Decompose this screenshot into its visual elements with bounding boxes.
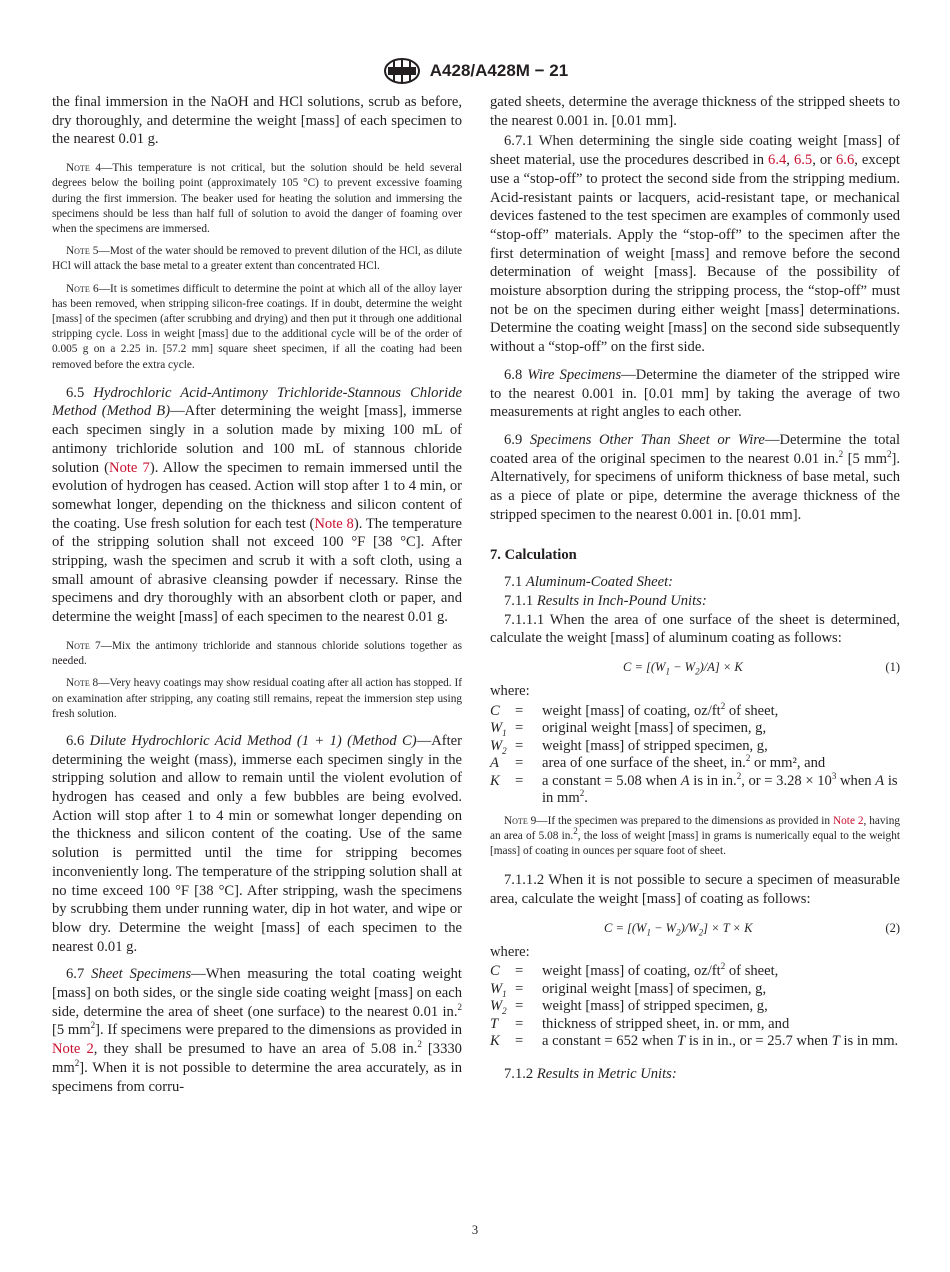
equation-number: (2): [885, 920, 900, 935]
section-6-4-link[interactable]: 6.4: [768, 152, 787, 169]
where-label-2: where:: [490, 943, 530, 960]
where-label: where:: [490, 682, 530, 699]
section-7-1-1: 7.1.1 Results in Inch-Pound Units:: [504, 592, 707, 609]
note-5: Note 5—Most of the water should be removed to prevent dilution of the HCl, as dilute HCl will attack the base metal to a greater extent than concentrated HCl.: [52, 245, 462, 273]
definition-row: K = a constant = 652 when T is in in., or = 25.7 when T is in mm.: [490, 1033, 899, 1050]
document-designation: A428/A428M − 21: [429, 61, 569, 80]
definition-row: C = weight [mass] of coating, $oz/ft^2$ of sheet,: [490, 961, 779, 980]
definition-row: K = a constant = 5.08 when A is in in.$^2$, or = $3.28 \times 10^3$ when A is in $mm^2$.: [490, 770, 898, 807]
definitions-1: [490, 700, 900, 808]
equation-1: $C = [(W_1 - W_2)/A] \times K$ (1): [623, 659, 900, 677]
equation-2: $C = [(W_1 - W_2)/W_2] \times T \times K$ (2): [604, 920, 900, 938]
page-number: 3: [471, 1223, 479, 1237]
astm-logo-icon: [382, 57, 422, 85]
section-6-5-link[interactable]: 6.5: [793, 152, 813, 169]
section-6-8: 6.8 Wire Specimens—Determine the diameter of the stripped wire to the nearest 0.001 in. [0.01 mm] by taking the average of two measurements at right angles to each other.: [490, 366, 900, 421]
note-6: Note 6—It is sometimes difficult to determine the point at which all of the alloy layer has been removed, when stripping silicon-free coatings. If in doubt, determine the weight [mass] of the specimen (after scrubbing and drying) and then put it through one additional stripping cycle. Loss in weight [mass] due to the additional cycle will be of the order of 0.005 g on a 2.25 in. [57.2 mm] square sheet specimen, if all the coating had been removed before the extra cycle.: [52, 282, 463, 371]
section-7-1-1-1: 7.1.1.1 When the area of one surface of the sheet is determined, calculate the weight [mass] of aluminum coating as follows:: [490, 611, 900, 647]
definition-row: C = weight [mass] of coating, $oz/ft^2$ of sheet,: [490, 700, 779, 719]
section-7-1-1-2: 7.1.1.2 When it is not possible to secure a specimen of measurable area, calculate the weight [mass] of coating as follows:: [490, 872, 900, 907]
note-7-link[interactable]: Note 7: [109, 459, 150, 476]
right-column: [490, 93, 900, 1084]
left-column: [52, 93, 462, 1096]
section-6-7-1: 6.7.1 When determining the single side coating weight [mass] of sheet material, use the procedures described in 6.4, 6.5, or 6.6, except use a “stop-off” to protect the second side from the stripping medium. Acid-resistant paints or lacquers, acid-resistant tape, or mechanical devices fastened to the test specimen are examples of commonly used “stop-off” materials. Apply the “stop-off” to the specimen after the first determination of weight [mass] and remove before the second determination of weight [mass]. Because of the possibility of moisture absorption during the stripping process, the “stop-off” must not be on the specimen during either weight [mass] determinations. Determine the coating weight [mass] on the second side subsequently without a “stop-off” on the first side.: [490, 133, 900, 356]
section-7-1-2: 7.1.2 Results in Metric Units:: [504, 1065, 677, 1082]
note-8-link[interactable]: Note 8: [314, 515, 354, 532]
note-7: Note 7—Mix the antimony trichloride and stannous chloride solutions together as needed.: [52, 639, 462, 668]
definition-row: $W_2$ = weight [mass] of stripped specimen, g,: [490, 737, 768, 756]
section-6-6-link[interactable]: 6.6: [836, 152, 855, 169]
section-6-7: 6.7 Sheet Specimens—When measuring the total coating weight [mass] on both sides, or the single side coating weight [mass] on each side, determine the area of sheet (one surface) to the nearest 0.01 in.$^2$ [5 $mm^2$]. If specimens were prepared to the dimensions as provided in Note 2, they shall be presumed to have an area of 5.08 in.$^2$ [3330 $mm^2$]. When it is not possible to determine the area accurately, as in specimens from corru-: [52, 966, 462, 1095]
definition-row: $W_1$ = original weight [mass] of specimen, g,: [490, 720, 767, 739]
definition-row: T = thickness of stripped sheet, in. or mm, and: [490, 1015, 790, 1032]
definition-row: A = area of one surface of the sheet, in.$^2$ or mm², and: [490, 753, 826, 772]
definition-row: $W_1$ = original weight [mass] of specimen, g,: [490, 980, 767, 999]
definition-row: $W_2$ = weight [mass] of stripped specimen, g,: [490, 998, 768, 1017]
page-header: [0, 57, 950, 85]
paragraph-continuation-right: gated sheets, determine the average thickness of the stripped sheets to the nearest 0.001 in. [0.01 mm].: [490, 94, 900, 129]
section-6-9: 6.9 Specimens Other Than Sheet or Wire—Determine the total coated area of the original specimen to the nearest 0.01 in.$^2$ [5 $mm^2$]. Alternatively, for specimens of uniform thickness of base metal, such as a piece of plate or pipe, determine the average thickness of the stripped specimen to the nearest 0.001 in. [0.01 mm].: [490, 431, 901, 523]
heading-calculation: 7. Calculation: [490, 547, 577, 564]
section-6-6: 6.6 Dilute Hydrochloric Acid Method (1 + 1) (Method C)—After determining the weight (mass), immerse each specimen singly in the stripping solution and allow to remain until the violent evolution of hydrogen has ceased and only a few bubbles are being evolved. Action will stop after 1 to 4 min or somewhat longer depending on the thickness and silicon content of the coating. Use of the same solution is permitted until the time for stripping becomes inconveniently long. The temperature of the stripping solution shall at no time exceed 100 °F [38 °C]. After stripping, wash the specimens by scrubbing them under running water, dip in hot water, and wipe or blow dry. Determine the weight [mass] of each specimen to the nearest 0.01 g.: [52, 732, 462, 955]
note-2-link-right[interactable]: Note 2: [833, 814, 864, 827]
paragraph-continuation: the final immersion in the NaOH and HCl solutions, scrub as before, dry thoroughly, and determine the weight [mass] of each specimen to the nearest 0.01 g.: [52, 94, 462, 148]
note-9: Note 9—If the specimen was prepared to the dimensions as provided in Note 2, having an area of 5.08 in.$^2$, the loss of weight [mass] in grams is numerically equal to the weight [mass] of coating in ounces per square foot of sheet.: [490, 814, 900, 858]
section-7-1: 7.1 Aluminum-Coated Sheet:: [504, 574, 674, 591]
section-6-5: 6.5 Hydrochloric Acid-Antimony Trichloride-Stannous Chloride Method (Method B)—After determining the weight [mass], immerse each specimen singly in a solution made by mixing 100 mL of antimony trichloride solution and 100 mL of stannous chloride solution (Note 7). Allow the specimen to remain immersed until the evolution of hydrogen has ceased. Action will stop after 1 to 4 min, or somewhat longer, depending on the thickness and silicon content of the coating. Use fresh solution for each test (Note 8). The temperature of the stripping solution shall not exceed 100 °F [38 °C]. After stripping, wash the specimen and scrub it with a soft cloth, using a small amount of abrasive cleansing powder if necessary. Rinse the specimens and dry thoroughly with an absorbent cloth or paper, and determine the weight [mass] of each specimen to the nearest 0.01 g.: [52, 384, 463, 626]
equation-number: (1): [885, 659, 900, 674]
note-8: Note 8—Very heavy coatings may show residual coating after all action has stopped. If on examination after stripping, any coating still remains, repeat the immersion step using fresh solution.: [52, 677, 462, 720]
definitions-2: [490, 963, 900, 1051]
note-4: Note 4—This temperature is not critical, but the solution should be held several degrees below the boiling point (approximately 105 °C) to prevent excessive foaming during the first immersion. The beaker used for heating the solution and immersing the specimens should be less than half full of solution to avoid the danger of foaming over when the specimens are immersed.: [52, 162, 463, 235]
note-2-link[interactable]: Note 2: [52, 1041, 94, 1058]
